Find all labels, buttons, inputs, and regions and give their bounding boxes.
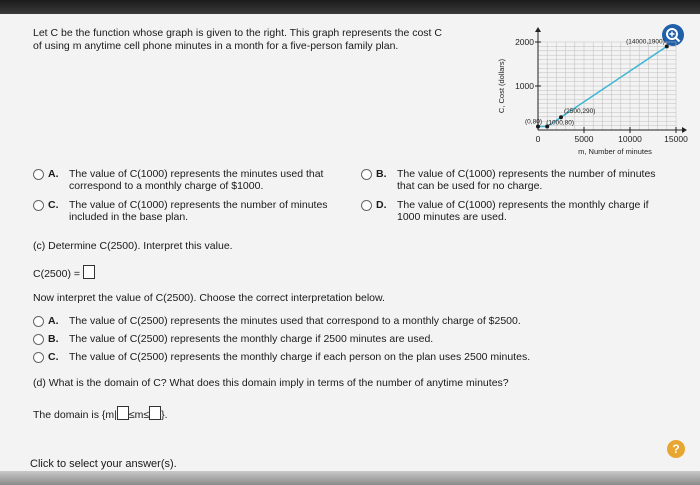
option-text-line-2: 1000 minutes are used. <box>397 211 507 223</box>
x-axis-label: m, Number of minutes <box>578 147 652 156</box>
intro-line-2: of using m anytime cell phone minutes in a month for a five-person family plan. <box>33 39 399 52</box>
option-text-line-2: included in the base plan. <box>69 211 189 223</box>
x-tick-label: 15000 <box>664 134 688 144</box>
domain-upper-input[interactable] <box>149 406 161 420</box>
option-text-line-2: correspond to a monthly charge of $1000. <box>69 180 264 192</box>
option-text-line-2: that can be used for no charge. <box>397 180 543 192</box>
radio-button[interactable] <box>33 316 44 327</box>
question-icon: ? <box>672 442 680 456</box>
cost-chart-svg <box>488 20 688 160</box>
question-intro <box>33 27 442 52</box>
option-letter: B. <box>376 168 387 180</box>
radio-button[interactable] <box>361 200 372 211</box>
point-annotation: (0,80) <box>525 118 542 126</box>
y-axis-label: C, Cost (dollars) <box>497 58 506 114</box>
photo-bezel-top <box>0 0 700 14</box>
domain-middle: ≤m≤ <box>128 409 150 421</box>
domain-row <box>33 406 168 422</box>
intro-line-1: Let C be the function whose graph is given to the right. This graph represents the cost C <box>33 27 442 39</box>
option-letter: B. <box>48 333 59 345</box>
option-letter: C. <box>48 199 59 211</box>
y-tick-label: 1000 <box>515 81 534 91</box>
radio-button[interactable] <box>33 169 44 180</box>
point-annotation: (1000,80) <box>546 119 575 127</box>
data-point <box>665 44 669 48</box>
answer-label: C(2500) = <box>33 268 80 280</box>
option-letter: A. <box>48 315 59 327</box>
photo-bezel-bottom <box>0 471 700 485</box>
cost-chart <box>488 20 688 160</box>
option-text-line-1: The value of C(1000) represents the minutes used that <box>69 168 324 180</box>
option-text: The value of C(2500) represents the monthly charge if each person on the plan uses 2500 minutes. <box>69 351 531 363</box>
option-text-line-1: The value of C(1000) represents the number of minutes <box>69 199 328 211</box>
part-d-heading: (d) What is the domain of C? What does this domain imply in terms of the number of anytime minutes? <box>33 377 509 389</box>
part-c-answer-row <box>33 265 95 281</box>
domain-lower-input[interactable] <box>117 406 129 420</box>
select-answer-hint: Click to select your answer(s). <box>30 458 177 470</box>
option-text-line-1: The value of C(1000) represents the number of minutes <box>397 168 656 180</box>
origin-label: 0 <box>535 134 541 144</box>
point-annotation: (2500,290) <box>564 108 596 116</box>
part-c-heading: (c) Determine C(2500). Interpret this value. <box>33 240 233 252</box>
x-axis-arrow <box>682 127 687 133</box>
radio-button[interactable] <box>33 200 44 211</box>
option-letter: C. <box>48 351 59 363</box>
help-button[interactable] <box>667 440 685 458</box>
option-text-line-1: The value of C(1000) represents the monthly charge if <box>397 199 649 211</box>
x-tick-label: 5000 <box>574 134 594 144</box>
y-axis-arrow <box>535 27 541 32</box>
x-tick-label: 10000 <box>618 134 642 144</box>
interpret-prompt: Now interpret the value of C(2500). Choose the correct interpretation below. <box>33 292 385 304</box>
radio-button[interactable] <box>361 169 372 180</box>
option-text: The value of C(2500) represents the monthly charge if 2500 minutes are used. <box>69 333 434 345</box>
option-letter: A. <box>48 168 59 180</box>
y-tick-label: 2000 <box>515 37 534 47</box>
option-text: The value of C(2500) represents the minutes used that correspond to a monthly charge of $2500. <box>69 315 521 327</box>
radio-button[interactable] <box>33 352 44 363</box>
c2500-answer-input[interactable] <box>83 265 95 279</box>
domain-suffix: }. <box>161 409 168 421</box>
option-letter: D. <box>376 199 387 211</box>
radio-button[interactable] <box>33 334 44 345</box>
point-annotation: (14000,1900) <box>626 38 665 46</box>
domain-prefix: The domain is {m| <box>33 409 117 421</box>
